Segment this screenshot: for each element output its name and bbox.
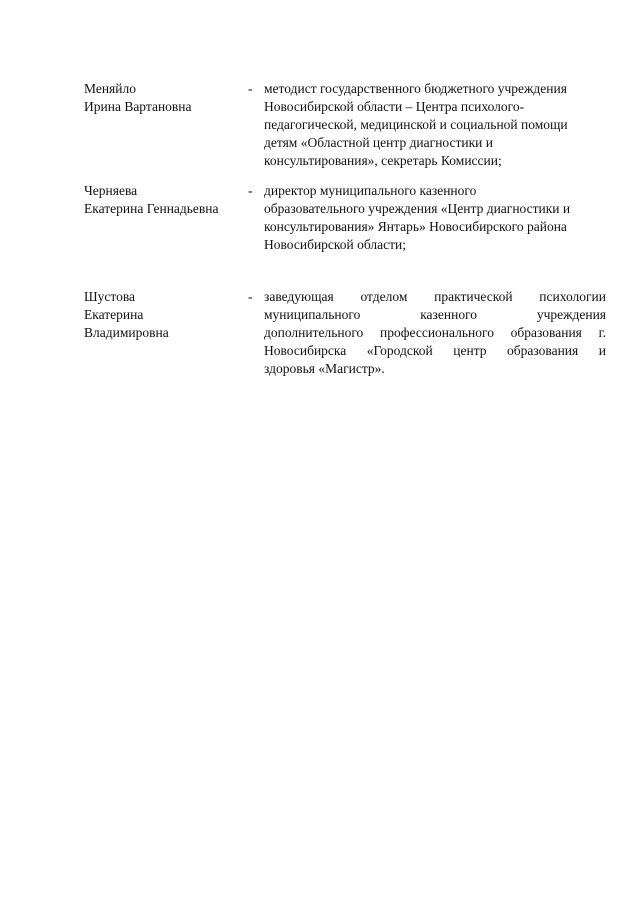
member-given-name: Екатерина Геннадьевна [84, 201, 219, 216]
position-line: Новосибирской области; [264, 237, 407, 252]
position-line: Новосибирской области – Центра психолого- [264, 99, 525, 114]
position-line: детям «Областной центр диагностики и [264, 135, 493, 150]
member-surname: Черняева [84, 183, 138, 198]
position-line: здоровья «Магистр». [264, 361, 385, 376]
member-surname: Шустова [84, 289, 136, 304]
position-line: дополнительного профессионального образования г. [264, 325, 606, 340]
member-name [84, 288, 244, 342]
separator-dash: - [248, 289, 253, 304]
position-line: директор муниципального казенного [264, 183, 477, 198]
position-line: педагогической, медицинской и социальной помощи [264, 117, 568, 132]
position-line: Новосибирска «Городской центр образования и [264, 343, 606, 358]
member-surname: Меняйло [84, 81, 136, 96]
position-line: образовательного учреждения «Центр диагностики и [264, 201, 571, 216]
member-name [84, 80, 244, 116]
position-line: консультирования» Янтарь» Новосибирского района [264, 219, 567, 234]
member-position [264, 182, 606, 254]
member-given-name: Ирина Вартановна [84, 99, 192, 114]
separator-dash: - [248, 183, 253, 198]
separator-dash: - [248, 81, 253, 96]
member-position [264, 80, 606, 170]
position-line: методист государственного бюджетного учреждения [264, 81, 567, 96]
member-patronymic: Владимировна [84, 325, 169, 340]
position-line: заведующая отделом практической психологии [264, 289, 606, 304]
position-line: муниципального казенного учреждения [264, 307, 606, 322]
member-position [264, 288, 606, 378]
member-given-name: Екатерина [84, 307, 144, 322]
position-line: консультирования», секретарь Комиссии; [264, 153, 502, 168]
member-name [84, 182, 244, 218]
